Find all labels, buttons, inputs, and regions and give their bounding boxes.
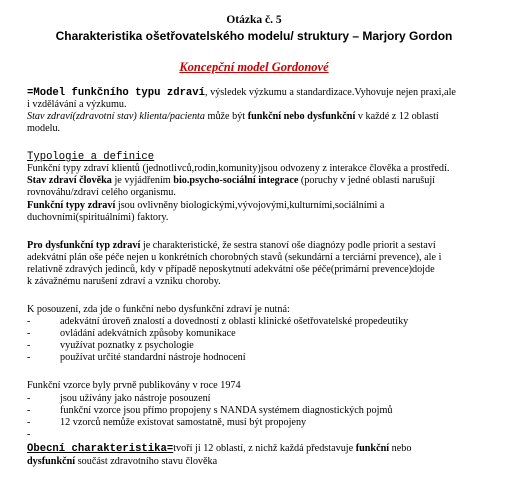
typology-line-3: rovnováhu/zdraví celého organismu.: [27, 187, 176, 198]
patterns-intro: Funkční vzorce byly prvně publikovány v roce 1974: [27, 380, 241, 391]
dysfunction-line-4: k závažnému narušení zdraví a vzniku choroby.: [27, 276, 221, 287]
list-item: funkční vzorce jsou přímo propojeny s NANDA systémem diagnostických pojmů: [60, 405, 393, 416]
general-line-1: Obecní charakteristika=tvoří ji 12 oblastí, z nichž každá představuje funkční nebo: [27, 443, 412, 455]
list-dash: -: [27, 352, 31, 363]
dysfunction-line-2: adekvátní plán oše péče nejen u konkrétních chorobných stavů (sekundární a terciární prevence), ale i: [27, 252, 442, 263]
list-dash: -: [27, 340, 31, 351]
document-title: Charakteristika ošetřovatelského modelu/ struktury – Marjory Gordon: [55, 29, 453, 43]
list-dash: -: [27, 405, 31, 416]
general-line-2: dysfunkční součást zdravotního stavu člověka: [27, 456, 218, 467]
dysfunction-line-1: Pro dysfunkční typ zdraví je charakteristické, že sestra stanoví oše diagnózy podle priorit a sestaví: [27, 240, 436, 251]
list-dash: -: [27, 393, 31, 404]
list-item: jsou užívány jako nástroje posouzení: [60, 393, 211, 404]
question-number: Otázka č. 5: [226, 14, 282, 26]
intro-line-3: Stav zdraví(zdravotní stav) klienta/pacienta může být funkční nebo dysfunkční v každé z 12 oblastí: [27, 111, 439, 122]
intro-line-4: modelu.: [27, 123, 61, 134]
typology-line-2: Stav zdraví člověka je vyjádřením bio.psycho-sociální integrace (poruchy v jedné oblasti narušují: [27, 175, 436, 186]
trailing-dash: -: [27, 429, 31, 440]
list-item: 12 vzorců nemůže existovat samostatně, musí být propojeny: [60, 417, 307, 428]
list-item: ovládání adekvátních způsoby komunikace: [60, 328, 236, 339]
list-item: adekvátní úroveň znalostí a dovedností z oblasti klinické ošetřovatelské propedeutiky: [60, 316, 409, 327]
list-item: využívat poznatky z psychologie: [60, 340, 194, 351]
intro-term: =Model funkčního typu zdraví: [27, 87, 206, 99]
list-item: používat určité standardní nástroje hodnocení: [60, 352, 246, 363]
list-dash: -: [27, 316, 31, 327]
typology-heading: Typologie a definice: [27, 151, 155, 163]
list-dash: -: [27, 417, 31, 428]
typology-line-5: duchovními(spirituálními) faktory.: [27, 212, 169, 223]
typology-line-1: Funkční typy zdraví klientů (jednotlivců,rodin,komunity)jsou odvozeny z interakce člověka a prostředí.: [27, 163, 450, 174]
typology-line-4: Funkční typy zdraví jsou ovlivněny biologickými,vývojovými,kulturními,sociálními a: [27, 200, 385, 211]
general-heading: Obecní charakteristika=: [27, 443, 174, 455]
assessment-intro: K posouzení, zda jde o funkční nebo dysfunkční zdraví je nutná:: [27, 304, 290, 315]
list-dash: -: [27, 328, 31, 339]
dysfunction-line-3: relativně zdravých jedinců, kdy v případě neposkytnutí adekvátní oše péče(primární prevence)dojde: [27, 264, 435, 275]
intro-line-2: i vzdělávání a výzkumu.: [27, 99, 127, 110]
intro-line-1: =Model funkčního typu zdraví, výsledek výzkumu a standardizace.Vyhovuje nejen praxi,ale: [27, 87, 456, 99]
section-subtitle: Koncepční model Gordonové: [179, 60, 329, 74]
